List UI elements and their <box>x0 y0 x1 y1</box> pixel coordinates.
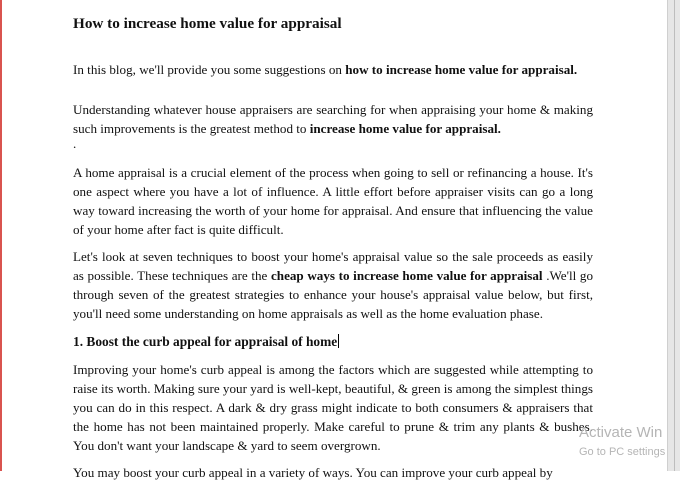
dot-line: . <box>73 136 77 151</box>
appraisal-paragraph: A home appraisal is a crucial element of the process when going to sell or refinancing a house. It's one aspect where you have a lot of influence. A little effort before appraiser visits can go a long way toward increasing the worth of your home for appraisal. And ensure that influencing the value of your home after fact is quite difficult. <box>73 165 593 237</box>
techniques-paragraph <box>73 247 593 323</box>
partial-paragraph: You may boost your curb appeal in a variety of ways. You can improve your curb appeal by <box>73 465 553 480</box>
intro-text: In this blog, we'll provide you some suggestions on <box>73 62 346 77</box>
intro-bold: how to increase home value for appraisal. <box>345 62 578 77</box>
section-heading-1 <box>73 332 593 351</box>
activation-watermark <box>579 424 665 460</box>
watermark-subtitle: Go to PC settings <box>579 446 666 458</box>
intro-paragraph <box>73 60 593 79</box>
page-left-edge <box>0 0 2 471</box>
understanding-paragraph <box>73 100 593 138</box>
watermark-title: Activate Win <box>579 424 663 441</box>
document-title: How to increase home value for appraisal <box>73 15 342 32</box>
understanding-bold: increase home value for appraisal. <box>309 121 501 136</box>
understanding-text: Understanding whatever house appraisers are searching for when appraising your home & making such improvements is the greatest method to <box>73 102 593 136</box>
document-page[interactable] <box>73 14 593 482</box>
text-cursor <box>338 334 339 348</box>
pane-divider <box>674 0 675 471</box>
curb-appeal-paragraph: Improving your home's curb appeal is among the factors which are suggested while attempting to raise its worth. Making sure your yard is well-kept, beautiful, & green is among the simplest things you can do in this respect. A dark & dry grass might indicate to both consumers & appraisers that the home has not been maintained properly. Make careful to prune & trim any plants & bushes. You don't want your landscape & yard to seem overgrown. <box>73 362 593 453</box>
section-heading-1-text: 1. Boost the curb appeal for appraisal of home <box>73 334 338 349</box>
techniques-text-after: .We'll go through seven of the greatest strategies to enhance your house's appraisal value below, but first, you'll need some understanding on home appraisals as well as the home evaluation phase. <box>73 268 593 321</box>
right-side-pane <box>667 0 680 471</box>
techniques-text-before: Let's look at seven techniques to boost your home's appraisal value so the sale proceeds as easily as possible. These techniques are the <box>73 249 593 283</box>
techniques-bold: cheap ways to increase home value for appraisal <box>270 268 543 283</box>
